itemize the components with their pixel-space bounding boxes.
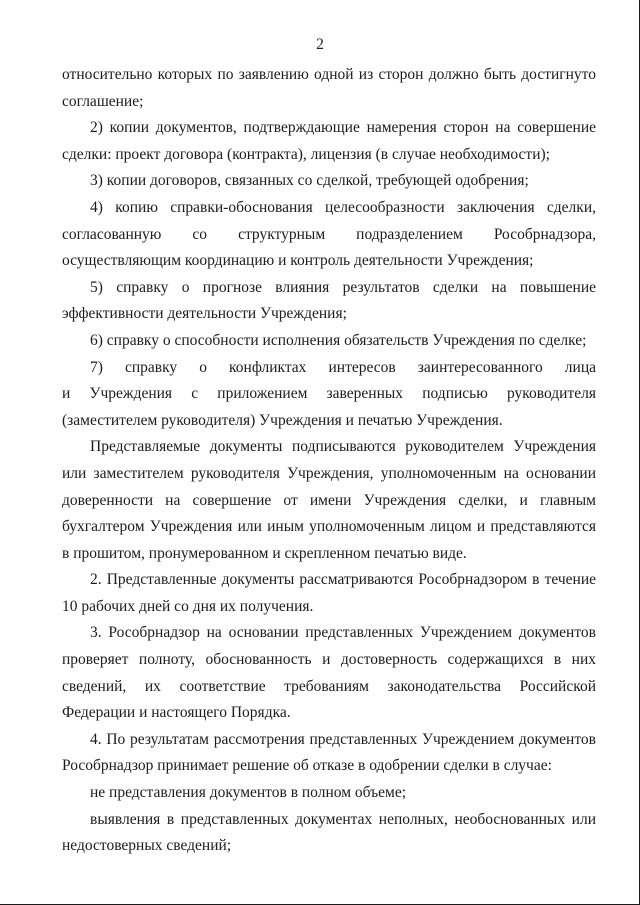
paragraph-item-4: 4) копию справки-обоснования целесообразности заключения сделки, согласованную со структурным подразделением Рособрнадзора, осуществляющим координацию и контроль деятельности Учреждения;: [62, 198, 596, 270]
paragraph-item-7: 7) справку о конфликтах интересов заинтересованного лица: [90, 358, 596, 376]
paragraph-clause-4: 4. По результатам рассмотрения представленных Учреждением документов Рособрнадзор принимает решение об отказе в одобрении сделки в случае:: [62, 730, 596, 775]
paragraph-clause-3: 3. Рособрнадзор на основании представленных Учреждением документов проверяет полноту, обоснованность и достоверность содержащихся в них сведений, их соответствие требованиям законодательства Российской Федерации и настоящего Порядка.: [62, 624, 596, 722]
paragraph-item-7-continuation: и Учреждения с приложением заверенных подписью руководителя (заместителем руководителя) Учреждения и печатью Учреждения.: [62, 385, 596, 429]
document-body: [62, 62, 596, 860]
paragraph-refusal-reason-1: не представления документов в полном объеме;: [90, 784, 407, 802]
paragraph-item-5: 5) справку о прогнозе влияния результатов сделки на повышение эффективности деятельности Учреждения;: [62, 278, 596, 323]
paragraph-item-2: 2) копии документов, подтверждающие намерения сторон на совершение сделки: проект договора (контракта), лицензия (в случае необходимости);: [62, 119, 596, 163]
paragraph-refusal-reason-2: выявления в представленных документах неполных, необоснованных или недостоверных сведений;: [62, 810, 596, 855]
page-number: 2: [316, 36, 324, 53]
paragraph-item-3: 3) копии договоров, связанных со сделкой, требующей одобрения;: [90, 172, 529, 190]
paragraph-clause-2: 2. Представленные документы рассматриваются Рособрнадзором в течение 10 рабочих дней со дня их получения.: [62, 571, 596, 615]
paragraph-continuation: относительно которых по заявлению одной из сторон должно быть достигнуто соглашение;: [62, 66, 596, 110]
paragraph-documents-signing: Представляемые документы подписываются руководителем Учреждения или заместителем руководителя Учреждения, уполномоченным на основании доверенности на совершение от имени Учреждения сделки, и главным бухгалтером Учреждения или иным уполномоченным лицом и представляются в прошитом, пронумерованном и скрепленном печатью виде.: [62, 438, 596, 562]
paragraph-item-6: 6) справку о способности исполнения обязательств Учреждения по сделке;: [90, 331, 587, 349]
